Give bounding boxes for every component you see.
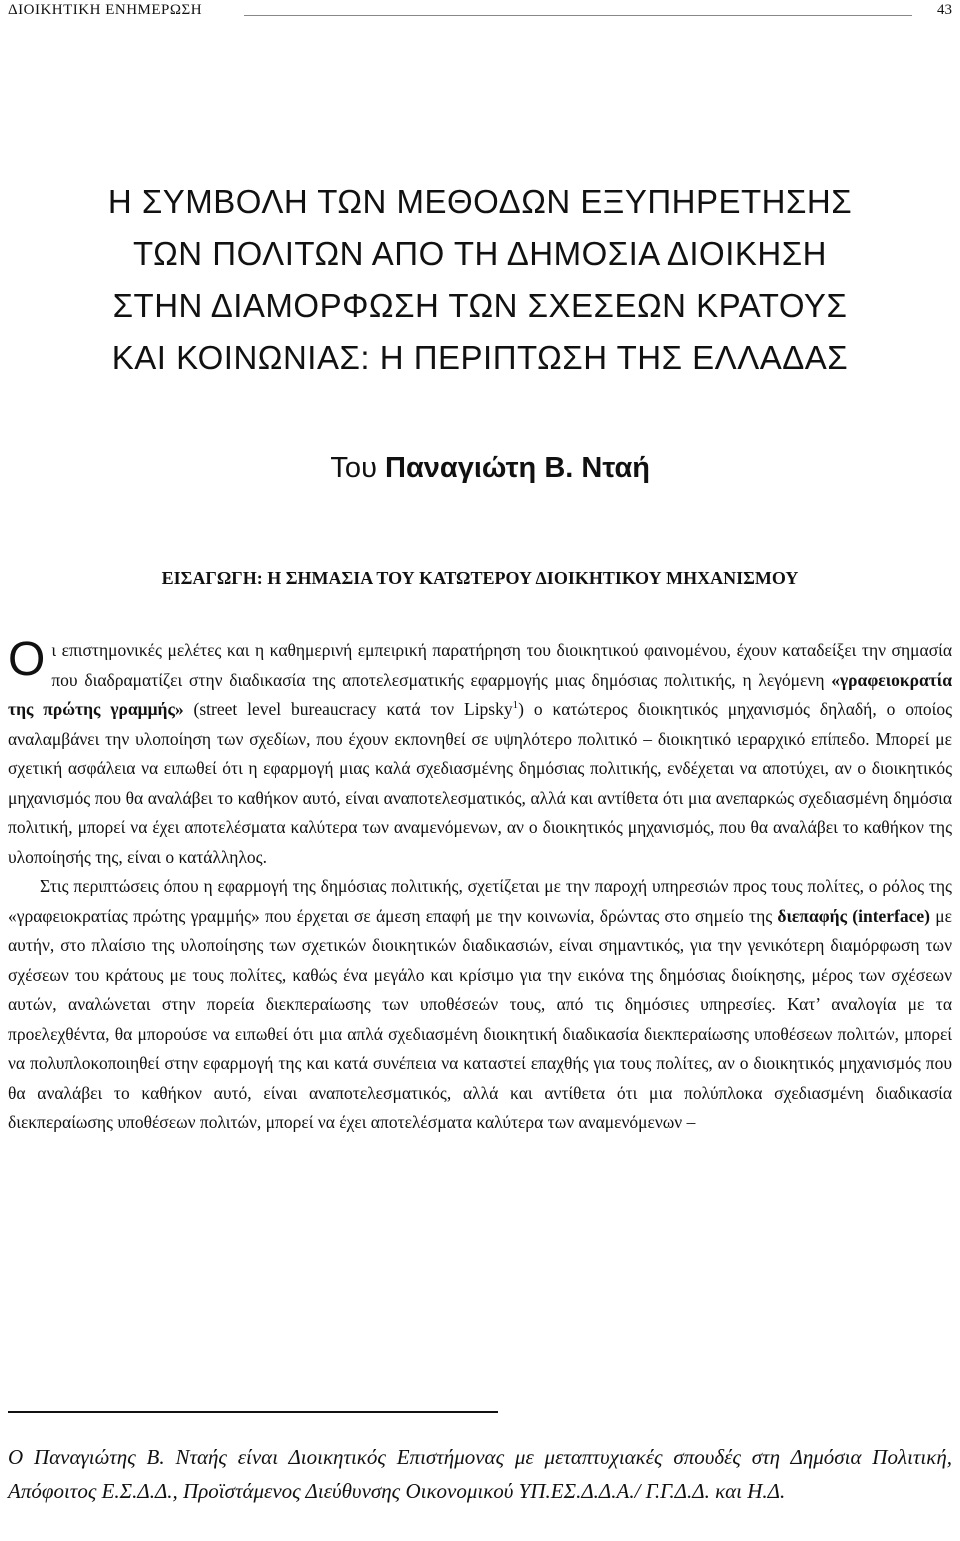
journal-name: ΔΙΟΙΚΗΤΙΚΗ ΕΝΗΜΕΡΩΣΗ	[8, 2, 203, 18]
drop-cap: Ο	[8, 633, 46, 686]
paragraph-text: με αυτήν, στο πλαίσιο της υλοποίησης των σχετικών διοικητικών διαδικασιών, είναι σημαντικός, για την γενικότερη διαμόρφωση των σχέσεων του κράτους με τους πολίτες, καθώς ένα μεγάλο και κρίσιμο για την εικόνα της δημόσιας διοίκησης, μέρος των σχέσεων αυτών, αναλώνεται στην πορεία διεκπεραίωσης των υποθέσεών τους, από τις δημόσιες υπηρεσίες. Κατ’ αναλογία με τα προελεχθέντα, θα μπορούσε να ειπωθεί ότι μια απλά σχεδιασμένη διοικητική διαδικασία διεκπεραίωσης υποθέσεων πολιτών, μπορεί να πολυπλοκοποιηθεί στην εφαρμογή της και κατά συνέπεια να καταστεί επαχθής για τους πολίτες, αν ο διοικητικός μηχανισμός που θα αναλάβει το καθήκον αυτό, είναι αναποτελεσματικός, αλλά και αντίθετα ότι μια πολύπλοκα σχεδιασμένη διαδικασία διεκπεραίωσης υποθέσεων πολιτών, μπορεί να έχει αποτελέσματα καλύτερα των αναμενόμενων –	[8, 905, 952, 1132]
footnote-rule	[8, 1411, 498, 1413]
title-line: ΣΤΗΝ ΔΙΑΜΟΡΦΩΣΗ ΤΩΝ ΣΧΕΣΕΩΝ ΚΡΑΤΟΥΣ	[112, 287, 848, 324]
article-body	[8, 633, 952, 1138]
paragraph	[8, 872, 952, 1138]
paragraph-text: Στις περιπτώσεις όπου η εφαρμογή της δημόσιας πολιτικής, σχετίζεται με την παροχή υπηρεσιών προς τους πολίτες, ο ρόλος της «γραφειοκρατίας πρώτης γραμμής» που έρχεται σε άμεση επαφή με την κοινωνία, δρώντας στο σημείο της	[8, 876, 952, 926]
title-line: Η ΣΥΜΒΟΛΗ ΤΩΝ ΜΕΘΟΔΩΝ ΕΞΥΠΗΡΕΤΗΣΗΣ	[107, 183, 853, 220]
section-heading: ΕΙΣΑΓΩΓΗ: Η ΣΗΜΑΣΙΑ ΤΟΥ ΚΑΤΩΤΕΡΟΥ ΔΙΟΙΚΗΤΙΚΟΥ ΜΗΧΑΝΙΣΜΟΥ	[161, 568, 799, 588]
paragraph-text: ι επιστημονικές μελέτες και η καθημερινή εμπειρική παρατήρηση του διοικητικού φαινομένου, έχουν καταδείξει την σημασία που διαδραματίζει στην διαδικασία της αποτελεσματικής εφαρμογής μιας δημόσιας πολιτικής, η λεγόμενη	[51, 640, 952, 690]
title-line: ΚΑΙ ΚΟΙΝΩΝΙΑΣ: Η ΠΕΡΙΠΤΩΣΗ ΤΗΣ ΕΛΛΑΔΑΣ	[111, 339, 849, 376]
emphasis-term: διεπαφής (interface)	[777, 905, 930, 926]
author-footnote: Ο Παναγιώτης Β. Νταής είναι Διοικητικός Επιστήμονας με μεταπτυχιακές σπουδές στη Δημόσια Πολιτική, Απόφοιτος Ε.Σ.Δ.Δ., Προϊστάμενος Διεύθυνσης Οικονομικού ΥΠ.ΕΣ.Δ.Δ.Α./ Γ.Γ.Δ.Δ. και Η.Δ.	[8, 1445, 952, 1503]
page-number: 43	[937, 2, 952, 18]
emphasis-term: «γραφειοκρατία της πρώτης γραμμής»	[8, 669, 952, 719]
author-name: Παναγιώτη Β. Νταή	[385, 452, 650, 484]
footnote-marker[interactable]: 1	[512, 699, 519, 712]
paragraph-text: ) ο κατώτερος διοικητικός μηχανισμός δηλαδή, ο οποίος αναλαμβάνει την υλοποίηση των σχεδίων, που έχουν εκπονηθεί σε υψηλότερο πολιτικό – διοικητικό ιεραρχικό επίπεδο. Μπορεί με σχετική ασφάλεια να ειπωθεί ότι η εφαρμογή μιας καλά σχεδιασμένης δημόσιας πολιτικής, ενδέχεται να αποτύχει, αν ο διοικητικός μηχανισμός που θα αναλάβει το καθήκον αυτό, είναι αναποτελεσματικός, αλλά και αντίθετα ότι μια ανεπαρκώς σχεδιασμένη δημόσια πολιτική, μπορεί να έχει αποτελέσματα καλύτερα των αναμενόμενων, αν ο διοικητικός μηχανισμός, που θα αναλάβει το καθήκον της υλοποίησής της, είναι ο κατάλληλος.	[8, 699, 952, 867]
header-rule	[244, 15, 912, 16]
article-title	[8, 176, 952, 384]
byline	[330, 452, 650, 485]
paragraph-text: (street level bureaucracy κατά τον Lipsky	[183, 699, 513, 719]
title-line: ΤΩΝ ΠΟΛΙΤΩΝ ΑΠΟ ΤΗ ΔΗΜΟΣΙΑ ΔΙΟΙΚΗΣΗ	[133, 235, 827, 272]
byline-prefix: Του	[330, 452, 377, 484]
running-header	[8, 2, 952, 22]
paragraph	[8, 633, 952, 872]
